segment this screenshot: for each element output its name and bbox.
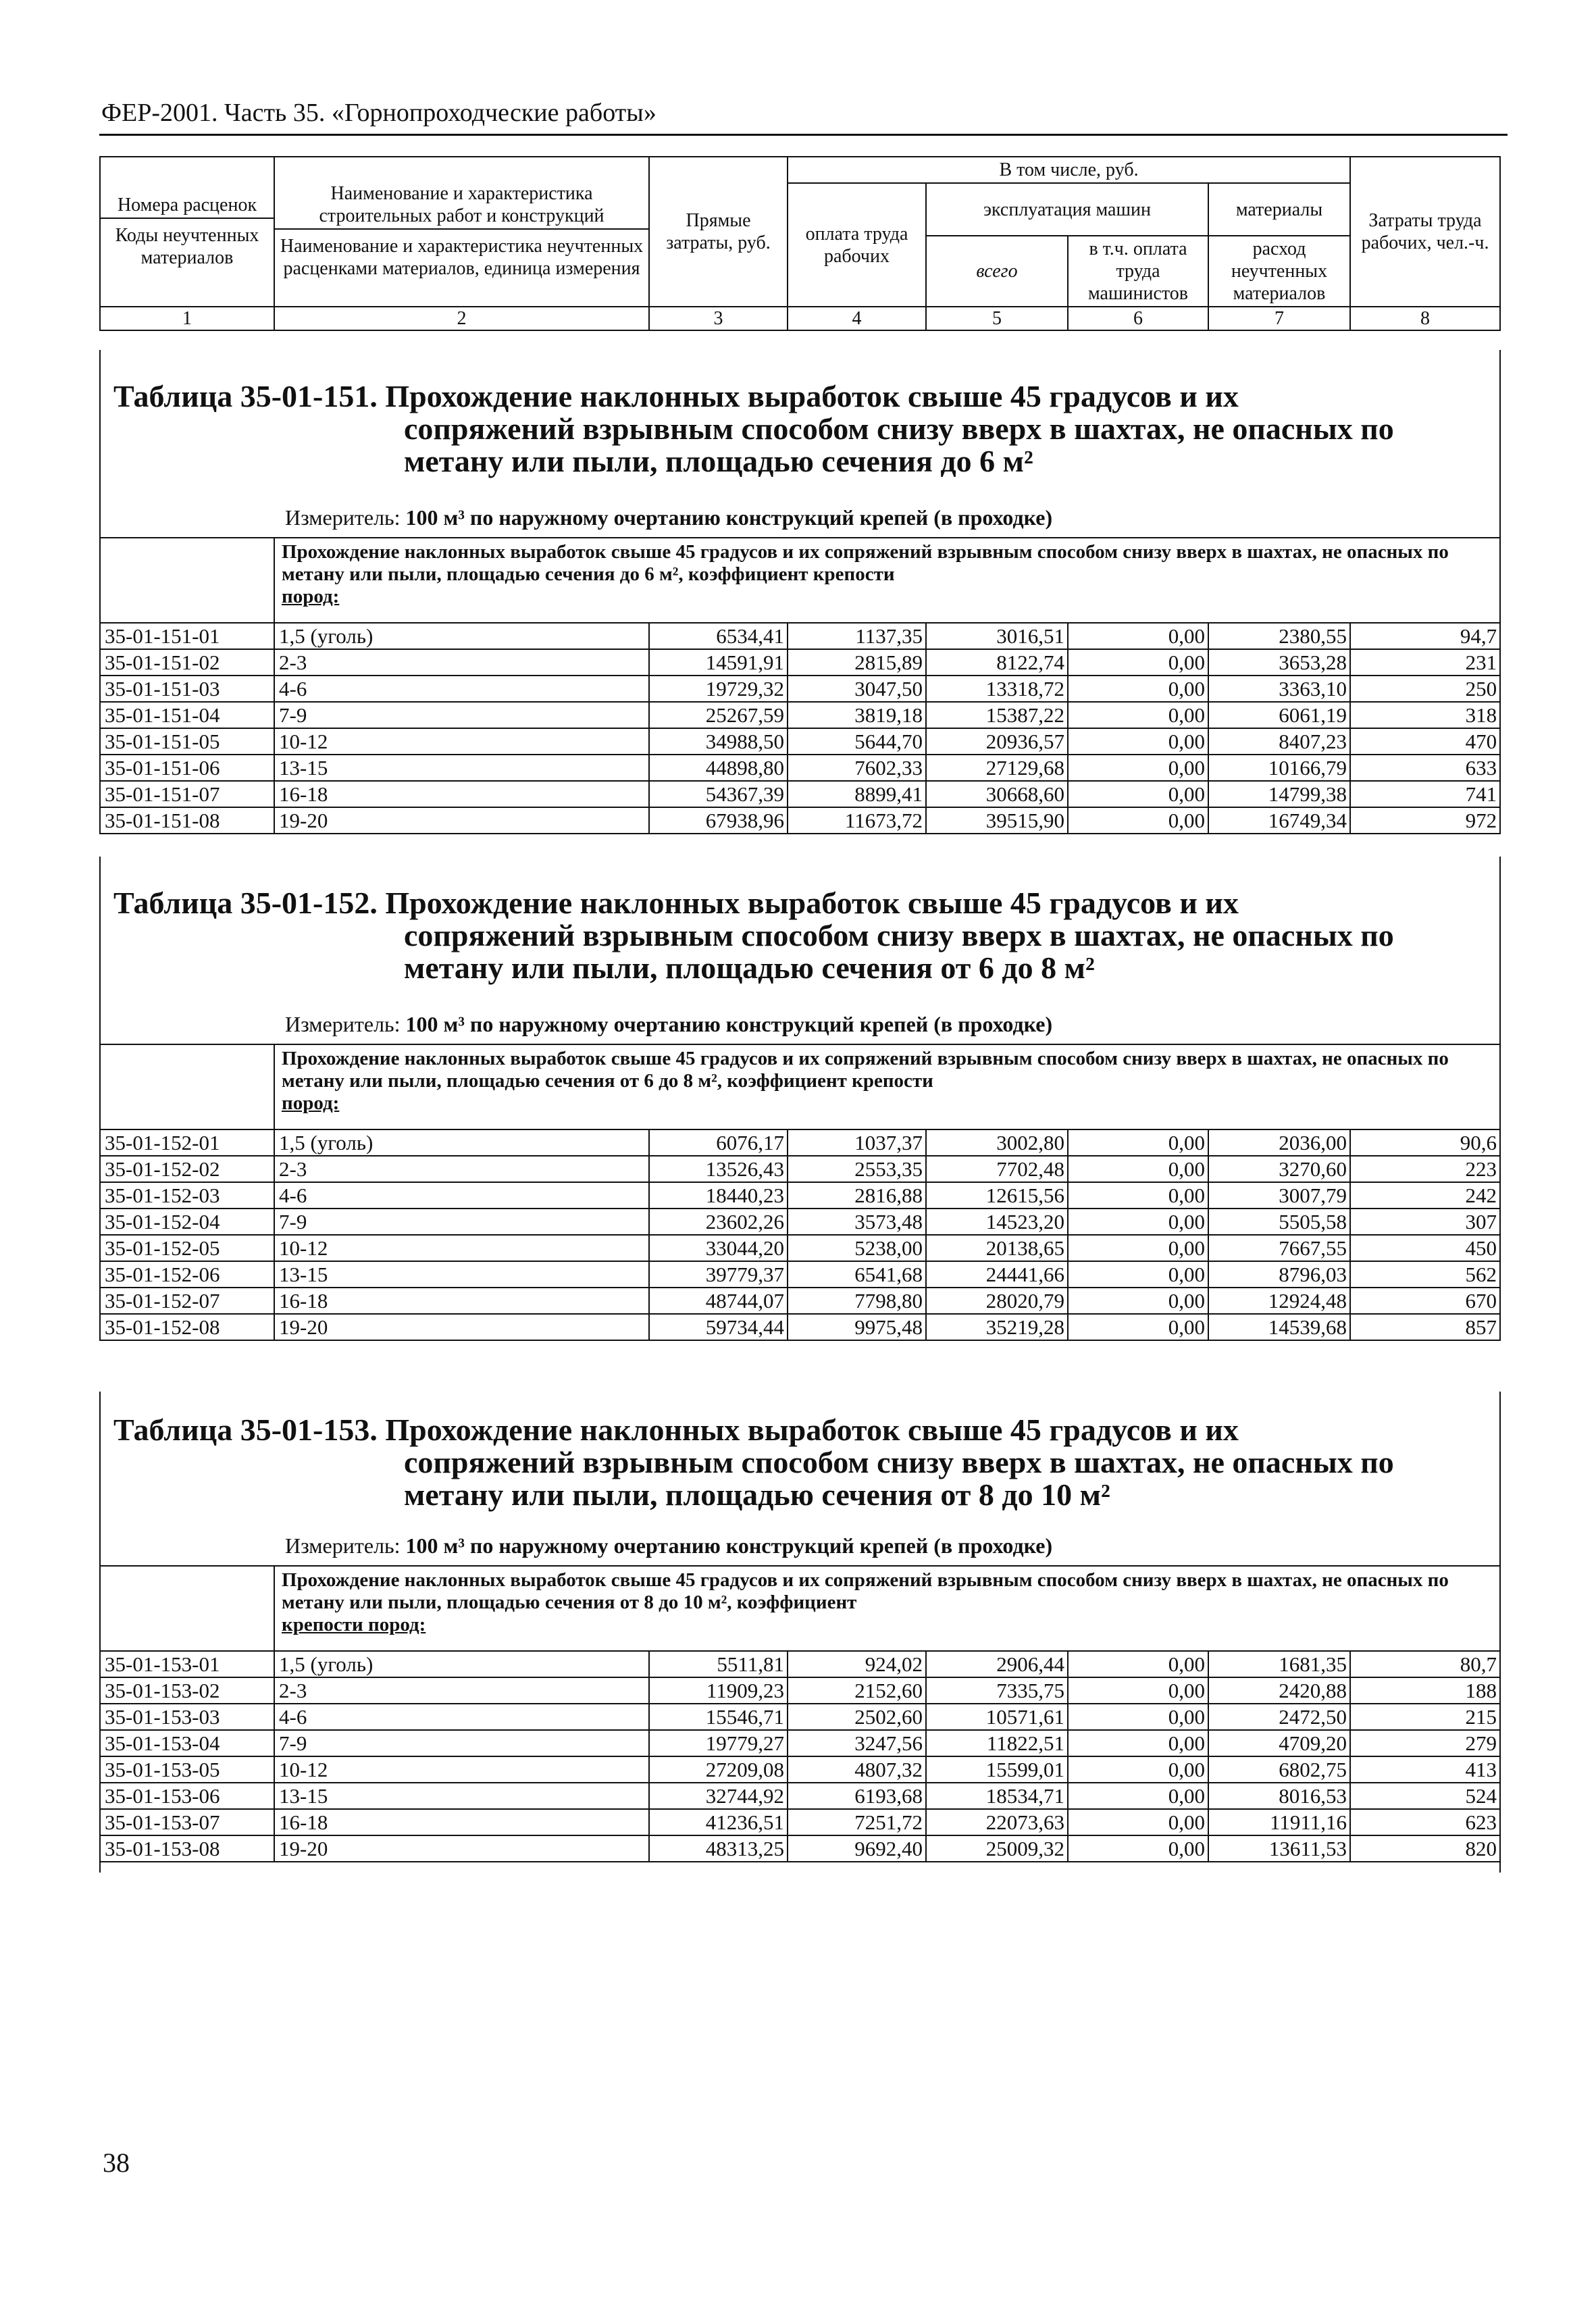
rate-code: 35-01-152-01	[100, 1129, 274, 1156]
rate-name: 10-12	[274, 1756, 649, 1783]
direct-cost: 54367,39	[649, 781, 788, 807]
rate-name: 1,5 (уголь)	[274, 1129, 649, 1156]
machines-cost: 8122,74	[926, 649, 1068, 676]
direct-cost: 39779,37	[649, 1261, 788, 1288]
operators-cost: 0,00	[1068, 1809, 1208, 1835]
table-row	[100, 1314, 1500, 1340]
direct-cost: 5511,81	[649, 1651, 788, 1677]
measure-label: Измеритель:	[285, 1533, 401, 1558]
operators-cost: 0,00	[1068, 1783, 1208, 1809]
direct-cost: 6534,41	[649, 623, 788, 649]
labor-hours: 450	[1350, 1235, 1500, 1261]
materials-cost: 5505,58	[1208, 1209, 1350, 1235]
labor-hours: 470	[1350, 728, 1500, 755]
header-rule	[99, 134, 1508, 136]
column-header-table	[99, 156, 1501, 331]
materials-cost: 3363,10	[1208, 676, 1350, 702]
measure-text: 100 м³ по наружному очертанию конструкций крепей (в проходке)	[405, 1533, 1053, 1558]
table-row	[100, 1129, 1500, 1156]
col5-header: всего	[926, 236, 1068, 307]
machines-cost: 2906,44	[926, 1651, 1068, 1677]
rate-name: 13-15	[274, 1261, 649, 1288]
materials-cost: 4709,20	[1208, 1730, 1350, 1756]
description-tail: пород:	[282, 1092, 340, 1114]
table-row	[100, 1261, 1500, 1288]
machines-cost: 15599,01	[926, 1756, 1068, 1783]
labor-cost: 7798,80	[788, 1288, 926, 1314]
direct-cost: 6076,17	[649, 1129, 788, 1156]
operators-cost: 0,00	[1068, 1314, 1208, 1340]
table-title-1	[113, 380, 1394, 478]
labor-hours: 90,6	[1350, 1129, 1500, 1156]
rate-name: 7-9	[274, 1209, 649, 1235]
labor-cost: 11673,72	[788, 807, 926, 834]
table-title-line: сопряжений взрывным способом снизу вверх в шахтах, не опасных по	[404, 411, 1394, 446]
rate-code: 35-01-152-04	[100, 1209, 274, 1235]
direct-cost: 48744,07	[649, 1288, 788, 1314]
labor-cost: 3247,56	[788, 1730, 926, 1756]
operators-cost: 0,00	[1068, 807, 1208, 834]
labor-cost: 9692,40	[788, 1835, 926, 1862]
labor-hours: 972	[1350, 807, 1500, 834]
machines-cost: 27129,68	[926, 755, 1068, 781]
table-title-line: метану или пыли, площадью сечения до 6 м²	[404, 444, 1033, 478]
rate-name: 10-12	[274, 728, 649, 755]
machines-cost: 12615,56	[926, 1182, 1068, 1209]
column-number: 5	[926, 307, 1068, 330]
table-row	[100, 755, 1500, 781]
column-number: 1	[100, 307, 274, 330]
rate-name: 16-18	[274, 781, 649, 807]
rate-code: 35-01-153-05	[100, 1756, 274, 1783]
direct-cost: 14591,91	[649, 649, 788, 676]
table-description	[274, 1566, 1500, 1651]
measure-line-3	[285, 1533, 1052, 1558]
machines-cost: 24441,66	[926, 1261, 1068, 1288]
rate-name: 19-20	[274, 1835, 649, 1862]
machines-cost: 28020,79	[926, 1288, 1068, 1314]
materials-cost: 3007,79	[1208, 1182, 1350, 1209]
rate-name: 7-9	[274, 1730, 649, 1756]
col1-header-bottom: Коды неучтенных материалов	[115, 224, 259, 268]
rate-code: 35-01-152-05	[100, 1235, 274, 1261]
rate-code: 35-01-153-01	[100, 1651, 274, 1677]
materials-cost: 11911,16	[1208, 1809, 1350, 1835]
labor-hours: 670	[1350, 1288, 1500, 1314]
labor-cost: 6193,68	[788, 1783, 926, 1809]
direct-cost: 25267,59	[649, 702, 788, 728]
labor-hours: 223	[1350, 1156, 1500, 1182]
labor-cost: 7602,33	[788, 755, 926, 781]
table-row	[100, 1835, 1500, 1862]
desc-spacer-cell	[100, 538, 274, 623]
col2-header-bottom: Наименование и характеристика неучтенных расценками материалов, единица измерения	[280, 236, 644, 279]
rate-code: 35-01-152-06	[100, 1261, 274, 1288]
table-description	[274, 538, 1500, 623]
materials-cost: 2380,55	[1208, 623, 1350, 649]
measure-label: Измеритель:	[285, 505, 401, 530]
table-title-3	[113, 1414, 1394, 1511]
rate-code: 35-01-151-05	[100, 728, 274, 755]
labor-hours: 820	[1350, 1835, 1500, 1862]
materials-cost: 10166,79	[1208, 755, 1350, 781]
measure-label: Измеритель:	[285, 1012, 401, 1036]
rate-code: 35-01-153-03	[100, 1704, 274, 1730]
col1-header-top: Номера расценок	[101, 193, 274, 219]
rate-code: 35-01-153-08	[100, 1835, 274, 1862]
labor-cost: 924,02	[788, 1651, 926, 1677]
machines-cost: 30668,60	[926, 781, 1068, 807]
rate-code: 35-01-153-02	[100, 1677, 274, 1704]
operators-cost: 0,00	[1068, 1209, 1208, 1235]
labor-hours: 633	[1350, 755, 1500, 781]
desc-spacer-cell	[100, 1044, 274, 1129]
rates-table-153	[99, 1565, 1501, 1862]
materials-cost: 3270,60	[1208, 1156, 1350, 1182]
operators-cost: 0,00	[1068, 1288, 1208, 1314]
labor-hours: 857	[1350, 1314, 1500, 1340]
rate-name: 1,5 (уголь)	[274, 623, 649, 649]
col3-header: Прямые затраты, руб.	[649, 157, 788, 307]
materials-cost: 8016,53	[1208, 1783, 1350, 1809]
rate-code: 35-01-151-04	[100, 702, 274, 728]
materials-cost: 8407,23	[1208, 728, 1350, 755]
machines-cost: 7335,75	[926, 1677, 1068, 1704]
col2-header-top: Наименование и характеристика строительных работ и конструкций	[275, 181, 648, 230]
table-title-2	[113, 887, 1394, 984]
direct-cost: 13526,43	[649, 1156, 788, 1182]
table-row	[100, 1288, 1500, 1314]
materials-cost: 2472,50	[1208, 1704, 1350, 1730]
rate-name: 16-18	[274, 1809, 649, 1835]
direct-cost: 15546,71	[649, 1704, 788, 1730]
operators-cost: 0,00	[1068, 1677, 1208, 1704]
direct-cost: 34988,50	[649, 728, 788, 755]
labor-cost: 5238,00	[788, 1235, 926, 1261]
labor-cost: 4807,32	[788, 1756, 926, 1783]
direct-cost: 11909,23	[649, 1677, 788, 1704]
direct-cost: 67938,96	[649, 807, 788, 834]
machines-cost: 3016,51	[926, 623, 1068, 649]
table-row	[100, 702, 1500, 728]
materials-cost: 13611,53	[1208, 1835, 1350, 1862]
table-row	[100, 649, 1500, 676]
labor-cost: 2553,35	[788, 1156, 926, 1182]
column-number: 4	[788, 307, 926, 330]
page-number: 38	[103, 2147, 130, 2178]
materials-cost: 8796,03	[1208, 1261, 1350, 1288]
rate-name: 1,5 (уголь)	[274, 1651, 649, 1677]
measure-text: 100 м³ по наружному очертанию конструкций крепей (в проходке)	[405, 1012, 1053, 1036]
rate-name: 13-15	[274, 1783, 649, 1809]
rates-table-151	[99, 537, 1501, 834]
labor-cost: 9975,48	[788, 1314, 926, 1340]
direct-cost: 44898,80	[649, 755, 788, 781]
machines-cost: 15387,22	[926, 702, 1068, 728]
labor-hours: 524	[1350, 1783, 1500, 1809]
direct-cost: 32744,92	[649, 1783, 788, 1809]
materials-cost: 14539,68	[1208, 1314, 1350, 1340]
operators-cost: 0,00	[1068, 649, 1208, 676]
rate-code: 35-01-151-06	[100, 755, 274, 781]
labor-hours: 242	[1350, 1182, 1500, 1209]
description-tail: крепости пород:	[282, 1614, 426, 1635]
rate-name: 2-3	[274, 1677, 649, 1704]
rate-code: 35-01-152-07	[100, 1288, 274, 1314]
operators-cost: 0,00	[1068, 676, 1208, 702]
table-row	[100, 1235, 1500, 1261]
table-title-line: сопряжений взрывным способом снизу вверх в шахтах, не опасных по	[404, 918, 1394, 952]
description-text: Прохождение наклонных выработок свыше 45 градусов и их сопряжений взрывным способом снизу вверх в шахтах, не опасных по метану или пыли, площадью сечения от 6 до 8 м², коэффициент крепости	[282, 1048, 1449, 1092]
table-title-line: Таблица 35-01-151. Прохождение наклонных выработок свыше 45 градусов и их	[113, 379, 1239, 413]
rate-code: 35-01-151-07	[100, 781, 274, 807]
rate-code: 35-01-152-02	[100, 1156, 274, 1182]
table-row	[100, 1783, 1500, 1809]
machines-cost: 10571,61	[926, 1704, 1068, 1730]
labor-cost: 1037,37	[788, 1129, 926, 1156]
labor-cost: 2816,88	[788, 1182, 926, 1209]
col4-header: оплата труда рабочих	[788, 183, 926, 307]
table-title-line: Таблица 35-01-152. Прохождение наклонных выработок свыше 45 градусов и их	[113, 886, 1239, 920]
description-text: Прохождение наклонных выработок свыше 45 градусов и их сопряжений взрывным способом снизу вверх в шахтах, не опасных по метану или пыли, площадью сечения от 8 до 10 м², коэффициент	[282, 1569, 1449, 1613]
rate-name: 19-20	[274, 807, 649, 834]
rate-name: 4-6	[274, 1704, 649, 1730]
labor-hours: 307	[1350, 1209, 1500, 1235]
labor-cost: 2815,89	[788, 649, 926, 676]
labor-hours: 741	[1350, 781, 1500, 807]
measure-line-1	[285, 505, 1052, 530]
table-description	[274, 1044, 1500, 1129]
machines-cost: 11822,51	[926, 1730, 1068, 1756]
rate-code: 35-01-153-06	[100, 1783, 274, 1809]
labor-hours: 623	[1350, 1809, 1500, 1835]
rate-code: 35-01-151-08	[100, 807, 274, 834]
table-row	[100, 1182, 1500, 1209]
rate-name: 10-12	[274, 1235, 649, 1261]
machines-cost: 20138,65	[926, 1235, 1068, 1261]
table-row	[100, 807, 1500, 834]
rate-name: 7-9	[274, 702, 649, 728]
table-title-line: метану или пыли, площадью сечения от 8 до 10 м²	[404, 1477, 1110, 1512]
operators-cost: 0,00	[1068, 1835, 1208, 1862]
rate-code: 35-01-152-08	[100, 1314, 274, 1340]
machines-cost: 25009,32	[926, 1835, 1068, 1862]
machines-cost: 20936,57	[926, 728, 1068, 755]
materials-cost: 12924,48	[1208, 1288, 1350, 1314]
operators-cost: 0,00	[1068, 755, 1208, 781]
labor-hours: 318	[1350, 702, 1500, 728]
machines-cost: 7702,48	[926, 1156, 1068, 1182]
table-row	[100, 1677, 1500, 1704]
measure-text: 100 м³ по наружному очертанию конструкций крепей (в проходке)	[405, 505, 1053, 530]
labor-cost: 3819,18	[788, 702, 926, 728]
materials-cost: 1681,35	[1208, 1651, 1350, 1677]
table-row	[100, 1156, 1500, 1182]
direct-cost: 33044,20	[649, 1235, 788, 1261]
rate-name: 19-20	[274, 1314, 649, 1340]
table-row	[100, 1651, 1500, 1677]
direct-cost: 48313,25	[649, 1835, 788, 1862]
materials-cost: 6061,19	[1208, 702, 1350, 728]
operators-cost: 0,00	[1068, 1182, 1208, 1209]
labor-cost: 8899,41	[788, 781, 926, 807]
table-row	[100, 1730, 1500, 1756]
rate-code: 35-01-152-03	[100, 1182, 274, 1209]
labor-cost: 3573,48	[788, 1209, 926, 1235]
column-number: 8	[1350, 307, 1500, 330]
group-header: В том числе, руб.	[788, 157, 1350, 183]
operators-cost: 0,00	[1068, 1651, 1208, 1677]
labor-cost: 7251,72	[788, 1809, 926, 1835]
operators-cost: 0,00	[1068, 1156, 1208, 1182]
column-number: 2	[274, 307, 649, 330]
column-number: 7	[1208, 307, 1350, 330]
table-row	[100, 623, 1500, 649]
operators-cost: 0,00	[1068, 702, 1208, 728]
direct-cost: 59734,44	[649, 1314, 788, 1340]
rate-code: 35-01-151-03	[100, 676, 274, 702]
materials-cost: 2036,00	[1208, 1129, 1350, 1156]
machines-header: эксплуатация машин	[926, 183, 1208, 236]
rate-name: 4-6	[274, 676, 649, 702]
rate-code: 35-01-153-07	[100, 1809, 274, 1835]
table-row	[100, 1209, 1500, 1235]
labor-cost: 5644,70	[788, 728, 926, 755]
operators-cost: 0,00	[1068, 1730, 1208, 1756]
materials-cost: 7667,55	[1208, 1235, 1350, 1261]
labor-cost: 3047,50	[788, 676, 926, 702]
materials-header: материалы	[1208, 183, 1350, 236]
direct-cost: 19779,27	[649, 1730, 788, 1756]
table-row	[100, 1756, 1500, 1783]
col6-header: в т.ч. оплата труда машинистов	[1068, 236, 1208, 307]
operators-cost: 0,00	[1068, 623, 1208, 649]
operators-cost: 0,00	[1068, 1235, 1208, 1261]
materials-cost: 2420,88	[1208, 1677, 1350, 1704]
rate-code: 35-01-151-02	[100, 649, 274, 676]
direct-cost: 27209,08	[649, 1756, 788, 1783]
labor-hours: 279	[1350, 1730, 1500, 1756]
operators-cost: 0,00	[1068, 1704, 1208, 1730]
materials-cost: 6802,75	[1208, 1756, 1350, 1783]
labor-hours: 413	[1350, 1756, 1500, 1783]
col8-header: Затраты труда рабочих, чел.-ч.	[1350, 157, 1500, 307]
measure-line-2	[285, 1012, 1052, 1037]
running-head: ФЕР-2001. Часть 35. «Горнопроходческие работы»	[101, 99, 657, 127]
materials-cost: 3653,28	[1208, 649, 1350, 676]
labor-hours: 215	[1350, 1704, 1500, 1730]
machines-cost: 3002,80	[926, 1129, 1068, 1156]
column-number: 6	[1068, 307, 1208, 330]
labor-cost: 1137,35	[788, 623, 926, 649]
machines-cost: 39515,90	[926, 807, 1068, 834]
machines-cost: 18534,71	[926, 1783, 1068, 1809]
description-text: Прохождение наклонных выработок свыше 45 градусов и их сопряжений взрывным способом снизу вверх в шахтах, не опасных по метану или пыли, площадью сечения до 6 м², коэффициент крепости	[282, 541, 1449, 585]
direct-cost: 41236,51	[649, 1809, 788, 1835]
rate-name: 4-6	[274, 1182, 649, 1209]
operators-cost: 0,00	[1068, 1129, 1208, 1156]
col2-header-cell	[274, 157, 649, 307]
materials-cost: 14799,38	[1208, 781, 1350, 807]
table-row	[100, 728, 1500, 755]
rate-name: 16-18	[274, 1288, 649, 1314]
machines-cost: 14523,20	[926, 1209, 1068, 1235]
desc-spacer-cell	[100, 1566, 274, 1651]
labor-cost: 2152,60	[788, 1677, 926, 1704]
operators-cost: 0,00	[1068, 1756, 1208, 1783]
operators-cost: 0,00	[1068, 728, 1208, 755]
labor-hours: 80,7	[1350, 1651, 1500, 1677]
col7-header: расход неучтенных материалов	[1208, 236, 1350, 307]
operators-cost: 0,00	[1068, 781, 1208, 807]
rate-name: 13-15	[274, 755, 649, 781]
rate-code: 35-01-151-01	[100, 623, 274, 649]
labor-cost: 6541,68	[788, 1261, 926, 1288]
labor-hours: 562	[1350, 1261, 1500, 1288]
rate-code: 35-01-153-04	[100, 1730, 274, 1756]
col1-header-cell	[100, 157, 274, 307]
operators-cost: 0,00	[1068, 1261, 1208, 1288]
table-title-line: метану или пыли, площадью сечения от 6 до 8 м²	[404, 950, 1095, 985]
table-row	[100, 676, 1500, 702]
materials-cost: 16749,34	[1208, 807, 1350, 834]
rate-name: 2-3	[274, 1156, 649, 1182]
table-title-line: Таблица 35-01-153. Прохождение наклонных выработок свыше 45 градусов и их	[113, 1413, 1239, 1447]
table-row	[100, 1704, 1500, 1730]
machines-cost: 35219,28	[926, 1314, 1068, 1340]
direct-cost: 18440,23	[649, 1182, 788, 1209]
labor-hours: 94,7	[1350, 623, 1500, 649]
labor-cost: 2502,60	[788, 1704, 926, 1730]
table-title-line: сопряжений взрывным способом снизу вверх в шахтах, не опасных по	[404, 1445, 1394, 1479]
column-number: 3	[649, 307, 788, 330]
description-tail: пород:	[282, 586, 340, 607]
labor-hours: 250	[1350, 676, 1500, 702]
labor-hours: 231	[1350, 649, 1500, 676]
machines-cost: 13318,72	[926, 676, 1068, 702]
direct-cost: 19729,32	[649, 676, 788, 702]
machines-cost: 22073,63	[926, 1809, 1068, 1835]
rate-name: 2-3	[274, 649, 649, 676]
direct-cost: 23602,26	[649, 1209, 788, 1235]
rates-table-152	[99, 1044, 1501, 1341]
table-row	[100, 781, 1500, 807]
labor-hours: 188	[1350, 1677, 1500, 1704]
table-row	[100, 1809, 1500, 1835]
